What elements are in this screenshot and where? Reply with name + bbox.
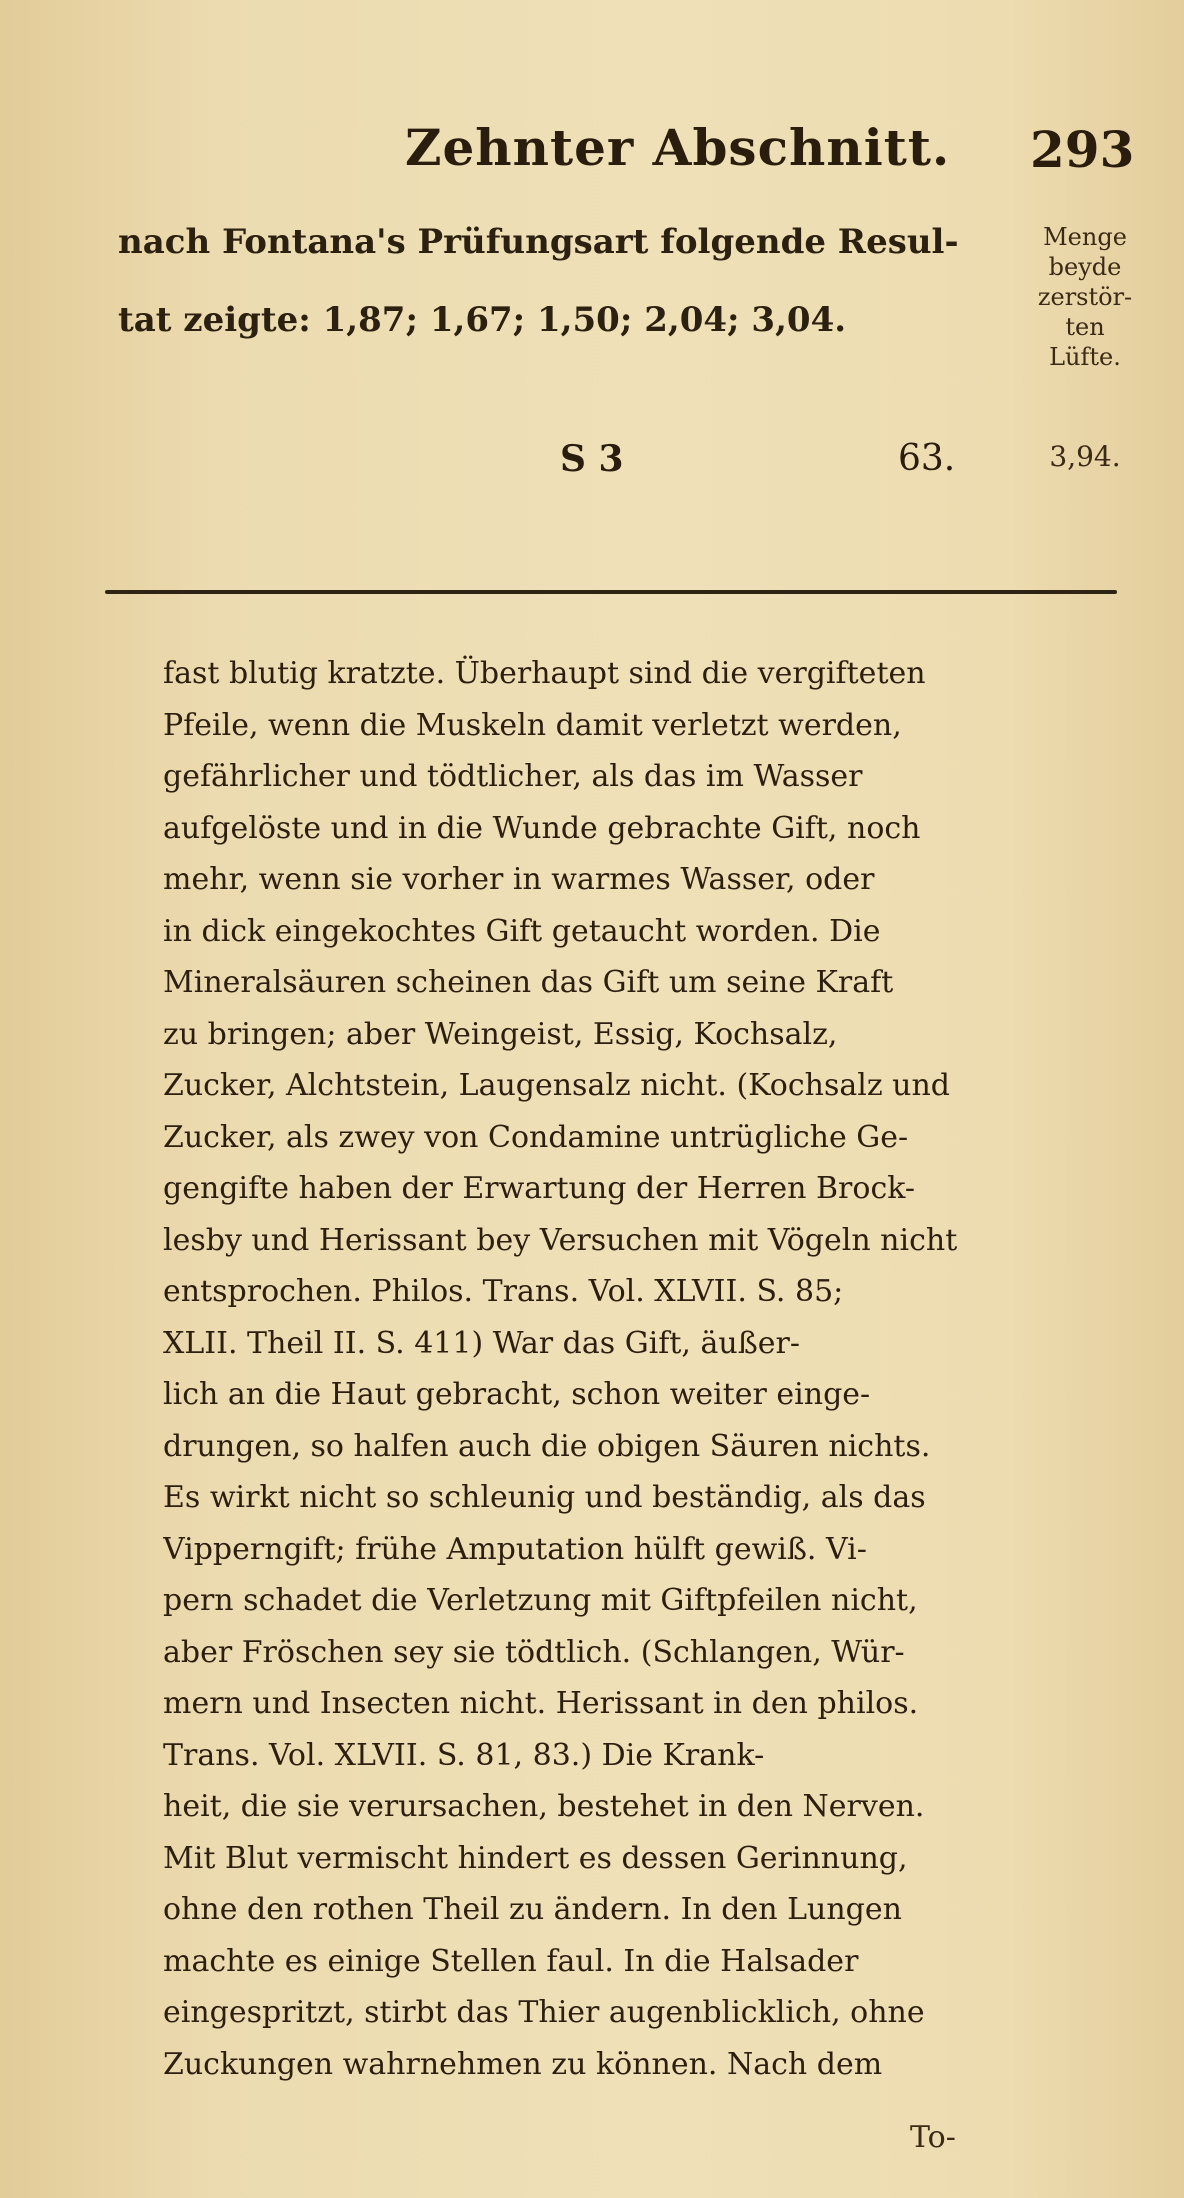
body-line: aufgelöste und in die Wunde gebrachte Gift, noch — [163, 810, 921, 846]
margin-note-line: zerstör- — [1037, 283, 1133, 311]
body-line: fast blutig kratzte. Überhaupt sind die vergifteten — [163, 656, 926, 691]
body-line: in dick eingekochtes Gift getaucht worden. Die — [163, 913, 881, 949]
body-line: Pfeile, wenn die Muskeln damit verletzt werden, — [163, 707, 902, 743]
margin-note — [1010, 222, 1160, 372]
horizontal-rule — [105, 590, 1117, 594]
body-line: aber Fröschen sey sie tödtlich. (Schlangen, Wür- — [163, 1634, 905, 1670]
body-text — [163, 648, 1023, 2090]
body-line: ohne den rothen Theil zu ändern. In den Lungen — [163, 1892, 902, 1927]
body-line: mehr, wenn sie vorher in warmes Wasser, oder — [163, 862, 875, 897]
body-line: Zuckungen wahrnehmen zu können. Nach dem — [163, 2046, 883, 2082]
body-line: eingespritzt, stirbt das Thier augenblicklich, ohne — [163, 1995, 925, 2030]
margin-note-line: Lüfte. — [1049, 343, 1121, 371]
body-line: entsprochen. Philos. Trans. Vol. XLVII. S. 85; — [163, 1274, 844, 1309]
body-line: heit, die sie verursachen, bestehet in den Nerven. — [163, 1789, 925, 1824]
margin-note-line: Menge — [1043, 223, 1127, 251]
body-line: Zucker, Alchtstein, Laugensalz nicht. (Kochsalz und — [163, 1068, 951, 1103]
body-line: gengifte haben der Erwartung der Herren Brock- — [163, 1171, 916, 1206]
margin-value: 3,94. — [1049, 440, 1121, 473]
page-number: 293 — [1030, 120, 1135, 179]
body-line: zu bringen; aber Weingeist, Essig, Kochsalz, — [163, 1016, 838, 1052]
body-line: XLII. Theil II. S. 411) War das Gift, äußer- — [163, 1325, 800, 1361]
body-line: gefährlicher und tödtlicher, als das im Wasser — [163, 759, 863, 794]
body-line: Es wirkt nicht so schleunig und beständig, als das — [163, 1480, 926, 1515]
top-text-line-2: tat zeigte: 1,87; 1,67; 1,50; 2,04; 3,04. — [118, 300, 847, 340]
chapter-heading: Zehnter Abschnitt. — [405, 118, 951, 177]
body-line: Mineralsäuren scheinen das Gift um seine Kraft — [163, 965, 894, 1000]
body-line: pern schadet die Verletzung mit Giftpfeilen nicht, — [163, 1583, 918, 1618]
catchword: To- — [910, 2120, 956, 2155]
body-line: lesby und Herissant bey Versuchen mit Vögeln nicht — [163, 1222, 958, 1258]
body-line: Trans. Vol. XLVII. S. 81, 83.) Die Krank- — [163, 1737, 765, 1773]
signature-value: 63. — [898, 438, 956, 479]
body-line: lich an die Haut gebracht, schon weiter einge- — [163, 1377, 871, 1412]
margin-note-line: beyde — [1048, 253, 1122, 281]
body-line: machte es einige Stellen faul. In die Halsader — [163, 1943, 859, 1979]
body-line: Mit Blut vermischt hindert es dessen Gerinnung, — [163, 1840, 908, 1876]
body-line: mern und Insecten nicht. Herissant in den philos. — [163, 1686, 919, 1721]
top-text-line-1: nach Fontana's Prüfungsart folgende Resul- — [118, 222, 959, 262]
body-line: Zucker, als zwey von Condamine untrügliche Ge- — [163, 1119, 909, 1155]
body-line: Vipperngift; frühe Amputation hülft gewiß. Vi- — [163, 1531, 867, 1567]
signature-mark: S 3 — [560, 438, 624, 480]
body-line: drungen, so halfen auch die obigen Säuren nichts. — [163, 1428, 931, 1464]
margin-note-line: ten — [1065, 313, 1105, 341]
